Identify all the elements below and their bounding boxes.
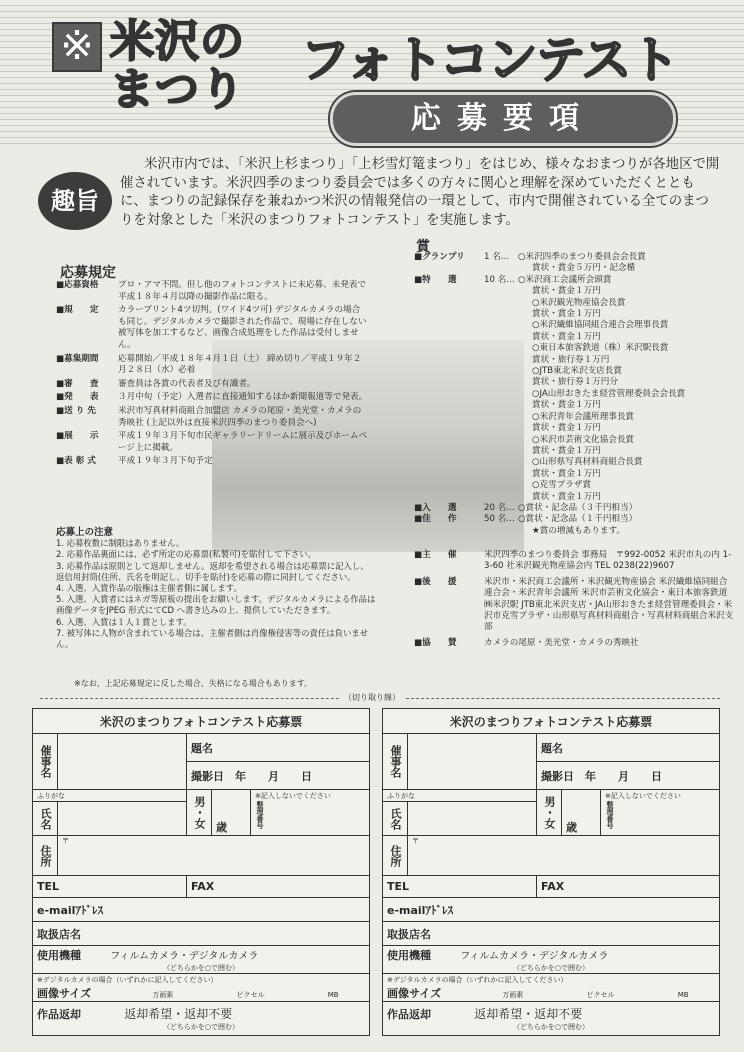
note-item: 2. 応募作品裏面には、必ず所定の応募票(私製可)を貼付して下さい。 <box>56 549 317 560</box>
megapixel-unit: 万画素 <box>502 990 524 999</box>
prize-detail: ★賞の増減もあります。 <box>532 525 625 536</box>
prize-detail: 賞状・賞金１万円 <box>532 286 601 297</box>
rule-item <box>56 305 368 351</box>
theme-field[interactable] <box>187 734 370 762</box>
rule-item <box>56 354 368 377</box>
rule-item <box>56 280 368 303</box>
organizers-list <box>414 550 734 653</box>
rule-item <box>56 431 368 454</box>
prize-detail: 賞状・賞金１万円 <box>532 491 601 502</box>
return-field[interactable] <box>383 1002 720 1036</box>
camera-label: 使用機種 <box>387 948 431 962</box>
prize-value: ○賞状・記念品（３千円相当） <box>518 502 638 513</box>
theme-field[interactable] <box>537 734 720 762</box>
prize-count: 20 名… <box>484 502 515 513</box>
prize-value: ○米沢商工会議所会頭賞 <box>518 274 612 285</box>
org-item <box>414 638 734 649</box>
rule-label: ■展 示 <box>56 431 99 442</box>
tel-label: TEL <box>37 880 60 893</box>
image-size-label: 画像サイズ <box>37 986 92 1000</box>
rules-title: 応募規定 <box>60 265 116 281</box>
purpose-badge: 趣旨 <box>38 172 112 230</box>
prize-detail: 賞状・賞金１万円 <box>532 400 601 411</box>
rule-item <box>56 392 368 404</box>
email-field[interactable] <box>383 898 720 922</box>
name-field[interactable] <box>58 802 187 836</box>
gender-label[interactable]: 男・女 <box>537 790 562 836</box>
return-options[interactable]: 返却希望・返却不要 <box>124 1007 233 1021</box>
age-label: 歳 <box>566 821 577 834</box>
prize-detail: ○山形県写真材料商組合長賞 <box>532 457 643 468</box>
return-options[interactable]: 返却希望・返却不要 <box>474 1007 583 1021</box>
note-item: 6. 入選、入賞は１人１賞とします。 <box>56 616 192 627</box>
gender-label[interactable]: 男・女 <box>187 790 212 836</box>
shop-field[interactable] <box>383 922 720 946</box>
rule-value: カラープリント4ツ切判。(ワイド4ツ可) デジタルカメラの場合も同じ。デジタルカメラで撮影された作品で、現場に存在しない被写体を加工するなど、画像合成処理をした作品は受付しません。 <box>118 305 367 350</box>
rule-value: プロ・アマ不問。但し他のフォトコンテストに未応募、未発表で平成１８年４月以降の撮影作品に限る。 <box>118 280 367 302</box>
title-photo-contest: フォトコンテスト <box>300 31 678 89</box>
prize-detail: 賞状・賞金１万円 <box>532 309 601 320</box>
prize-count: 50 名… <box>484 514 515 525</box>
camera-options[interactable]: フィルムカメラ・デジタルカメラ <box>110 950 259 962</box>
cut-label: （切り取り線） <box>340 692 404 703</box>
pixel-unit: ピクセル <box>586 990 615 999</box>
fax-field[interactable] <box>187 876 370 898</box>
prize-detail: ○東日本旅客鉄道（株）米沢駅長賞 <box>532 343 669 354</box>
zip-mark: 〒 <box>412 837 419 845</box>
event-name-field[interactable] <box>408 734 537 790</box>
fax-label: FAX <box>191 880 215 893</box>
address-field[interactable] <box>58 836 370 876</box>
tel-label: TEL <box>387 880 410 893</box>
image-size-label: 画像サイズ <box>387 986 442 1000</box>
tel-field[interactable] <box>33 876 187 898</box>
prizes-title: 賞 <box>416 239 430 255</box>
org-label: ■主 催 <box>414 550 457 560</box>
note-item: 3. 応募作品は原則として返却しません。返却を希望される場合は応募票に記入し、返信用封筒(住所、氏名を明記し、切手を貼付)を応募の際に同封してください。 <box>56 560 369 582</box>
note-item: 5. 入選、入賞者にはネガ等原板の提出をお願いします。デジタルカメラによる作品は画像データをJPEG 形式にてCD へ書き込みの上、提供していただきます。 <box>56 594 376 616</box>
prizes-list <box>414 252 734 537</box>
notes-section <box>56 527 376 650</box>
prize-detail: 賞状・賞金１万円 <box>532 468 601 479</box>
age-field[interactable] <box>562 790 601 836</box>
rule-item <box>56 379 368 391</box>
prize-detail: 賞状・旅行券１万円 <box>532 354 610 365</box>
event-name-field[interactable] <box>58 734 187 790</box>
intro-text: 米沢市内では、「米沢上杉まつり」「上杉雪灯篭まつり」をはじめ、様々なおまつりが各地区で開催されています。米沢四季のまつり委員会では多くの方々に関心と理解を深めていただくとともに、まつりの記録保存を兼ねかつ米沢の情報発信の一環として、市内で開催されている全てのまつりを対象とした「米沢のまつりフォトコンテスト」を実施します。 <box>120 157 720 228</box>
rule-value: 米沢市写真材料商組合加盟店 カメラの尾原・美光堂・カメラの秀映社 (上記以外は直接米沢四季のまつり委員会へ) <box>118 405 362 428</box>
rule-label: ■応募資格 <box>56 280 99 290</box>
prize-detail: 賞状・賞金５万円・記念楯 <box>532 263 636 274</box>
prize-label: ■入 選 <box>414 502 457 513</box>
rule-label: ■送 り 先 <box>56 405 96 416</box>
prize-detail: ○JTB東北米沢支店長賞 <box>532 366 622 377</box>
rule-value: 平成１９年３月下旬予定 <box>118 456 213 467</box>
rule-label: ■表 彰 式 <box>56 456 96 467</box>
prize-detail: ○JA山形おきたま経営管理委員会会長賞 <box>532 388 686 399</box>
asterisk-mark: ※ <box>52 22 102 72</box>
org-label: ■後 援 <box>414 576 457 587</box>
zip-mark: 〒 <box>62 837 69 845</box>
prize-count: 1 名… <box>484 252 510 262</box>
circle-note: （どちらかを○で囲む） <box>162 963 240 972</box>
shop-field[interactable] <box>33 922 370 946</box>
rule-value: ３月中旬（予定）入選者に直接通知するほか新聞報道等で発表。 <box>118 392 368 403</box>
note-item: 7. 被写体に人物が含まれている場合は、主催者側は肖像権侵害等の責任は負いません。 <box>56 627 369 650</box>
prize-detail: ○米沢青年会議所理事長賞 <box>532 411 635 422</box>
address-field[interactable] <box>408 836 720 876</box>
prize-detail: ○克雪プラザ賞 <box>532 480 592 491</box>
prize-label: ■佳 作 <box>414 514 457 525</box>
tel-field[interactable] <box>383 876 537 898</box>
address-label: 住所 <box>383 836 408 876</box>
notes-footnote: ※なお、上記応募規定に反した場合、失格になる場合もあります。 <box>74 679 313 688</box>
title-line-1: 米沢の <box>110 16 245 67</box>
image-size-field[interactable] <box>383 974 720 1002</box>
note-item: 1. 応募枚数に制限はありません。 <box>56 538 185 549</box>
prize-item <box>414 252 734 263</box>
furigana-label: ふりがな <box>33 790 187 802</box>
camera-field[interactable] <box>33 946 370 974</box>
rule-label: ■発 表 <box>56 392 99 403</box>
rule-label: ■募集期間 <box>56 353 99 364</box>
name-label: 氏名 <box>33 802 58 836</box>
shop-label: 取扱店名 <box>387 927 431 941</box>
rule-item <box>56 456 368 468</box>
rule-label: ■規 定 <box>56 305 99 316</box>
pixel-unit: ピクセル <box>236 990 265 999</box>
shoot-date-label: 撮影日 年 月 日 <box>191 769 312 783</box>
circle-note: （どちらかを○で囲む） <box>162 1023 240 1031</box>
notes-title: 応募上の注意 <box>56 527 114 538</box>
camera-field[interactable] <box>383 946 720 974</box>
prize-detail: 賞状・賞金１万円 <box>532 331 601 342</box>
shop-label: 取扱店名 <box>37 927 81 941</box>
rule-item <box>56 406 368 429</box>
do-not-fill-note: ※記入しないでください <box>255 792 331 800</box>
org-value: カメラの尾原・美光堂・カメラの秀映社 <box>484 637 639 648</box>
title-yonezawa-matsuri <box>110 18 245 114</box>
fax-field[interactable] <box>537 876 720 898</box>
age-field[interactable] <box>212 790 251 836</box>
rule-value: 平成１９年３月下旬市民ギャラリードリームに展示及びホームページ上に掲載。 <box>118 431 368 453</box>
prize-label: ■特 選 <box>414 274 457 285</box>
note-item: 4. 入選、入賞作品の版権は主催者側に属します。 <box>56 583 242 594</box>
org-item <box>414 577 734 634</box>
mb-unit: MB <box>327 990 339 999</box>
age-label: 歳 <box>216 821 227 834</box>
entry-form-right <box>382 708 720 1036</box>
prize-detail: ○米沢観光物産協会長賞 <box>532 297 626 308</box>
megapixel-unit: 万画素 <box>152 990 174 999</box>
prize-label: ■グランプリ <box>414 252 465 262</box>
email-field[interactable] <box>33 898 370 922</box>
circle-note: （どちらかを○で囲む） <box>512 1023 590 1031</box>
prize-item <box>414 503 734 514</box>
org-label: ■協 賛 <box>414 637 457 648</box>
prize-detail: 賞状・賞金１万円 <box>532 423 601 434</box>
fax-label: FAX <box>541 880 565 893</box>
number-box <box>601 790 720 836</box>
prize-value: ○米沢四季のまつり委員会会長賞 <box>518 252 646 262</box>
prize-detail: 賞状・旅行券１万円分 <box>532 377 618 388</box>
address-label: 住所 <box>33 836 58 876</box>
prize-detail: 賞状・賞金１万円 <box>532 445 601 456</box>
number-box <box>251 790 370 836</box>
theme-label: 題名 <box>191 741 213 755</box>
org-value: 米沢四季のまつり委員会 事務局 〒992-0052 米沢市丸の内 1-3-60 社米沢観光物産協会内 TEL 0238(22)9607 <box>484 550 732 572</box>
rule-value: 審査員は各賞の代表者及び有識者。 <box>118 378 256 389</box>
shoot-date-field[interactable] <box>187 762 370 790</box>
digital-note: ※デジタルカメラの場合（いずれかに記入してください） <box>387 975 568 984</box>
event-name-label: 催事名 <box>33 734 58 790</box>
furigana-label: ふりがな <box>383 790 537 802</box>
number-label: 整理番号 <box>256 801 264 829</box>
prize-detail: ○米沢市芸術文化協会長賞 <box>532 434 635 445</box>
rule-value: 応募開始／平成１８年４月１日（土） 締め切り／平成１９年２月２８日（水）必着 <box>118 353 362 376</box>
subtitle-badge: 応募要項 <box>330 92 676 146</box>
number-label: 整理番号 <box>606 801 614 829</box>
name-label: 氏名 <box>383 802 408 836</box>
prize-count: 10 名… <box>484 274 515 285</box>
event-name-label: 催事名 <box>383 734 408 790</box>
prize-detail: ○米沢繊維協同組合連合会理事長賞 <box>532 320 669 331</box>
org-item <box>414 550 734 573</box>
title-line-2: まつり <box>110 64 245 115</box>
org-value: 米沢市・米沢商工会議所・米沢観光物産協会 米沢繊維協同組合連合会・米沢青年会議所 米沢市芸術文化協会・東日本旅客鉄道㈱米沢駅 JTB東北米沢支店・JA山形おきたま経営管理委員会・米沢市克雪プラザ・山形県写真材料商組合・写真材料商組合米沢支部 <box>484 576 734 633</box>
camera-label: 使用機種 <box>37 948 81 962</box>
prize-value: ○賞状・記念品（１千円相当） <box>518 514 638 525</box>
name-field[interactable] <box>408 802 537 836</box>
return-label: 作品返却 <box>387 1008 431 1021</box>
rule-label: ■審 査 <box>56 378 99 389</box>
prize-item <box>414 275 734 286</box>
image-size-field[interactable] <box>33 974 370 1002</box>
do-not-fill-note: ※記入しないでください <box>605 792 681 800</box>
return-label: 作品返却 <box>37 1008 81 1021</box>
rules-list <box>56 280 368 470</box>
shoot-date-label: 撮影日 年 月 日 <box>541 769 662 783</box>
theme-label: 題名 <box>541 741 563 755</box>
email-label: e-mailｱﾄﾞﾚｽ <box>37 903 103 917</box>
camera-options[interactable]: フィルムカメラ・デジタルカメラ <box>460 950 609 962</box>
return-field[interactable] <box>33 1002 370 1036</box>
email-label: e-mailｱﾄﾞﾚｽ <box>387 903 453 917</box>
digital-note: ※デジタルカメラの場合（いずれかに記入してください） <box>37 975 218 984</box>
prize-item <box>414 514 734 525</box>
mb-unit: MB <box>677 990 689 999</box>
circle-note: （どちらかを○で囲む） <box>512 963 590 972</box>
shoot-date-field[interactable] <box>537 762 720 790</box>
form-title: 米沢のまつりフォトコンテスト応募票 <box>33 709 370 734</box>
form-title: 米沢のまつりフォトコンテスト応募票 <box>383 709 720 734</box>
entry-form-left <box>32 708 370 1036</box>
